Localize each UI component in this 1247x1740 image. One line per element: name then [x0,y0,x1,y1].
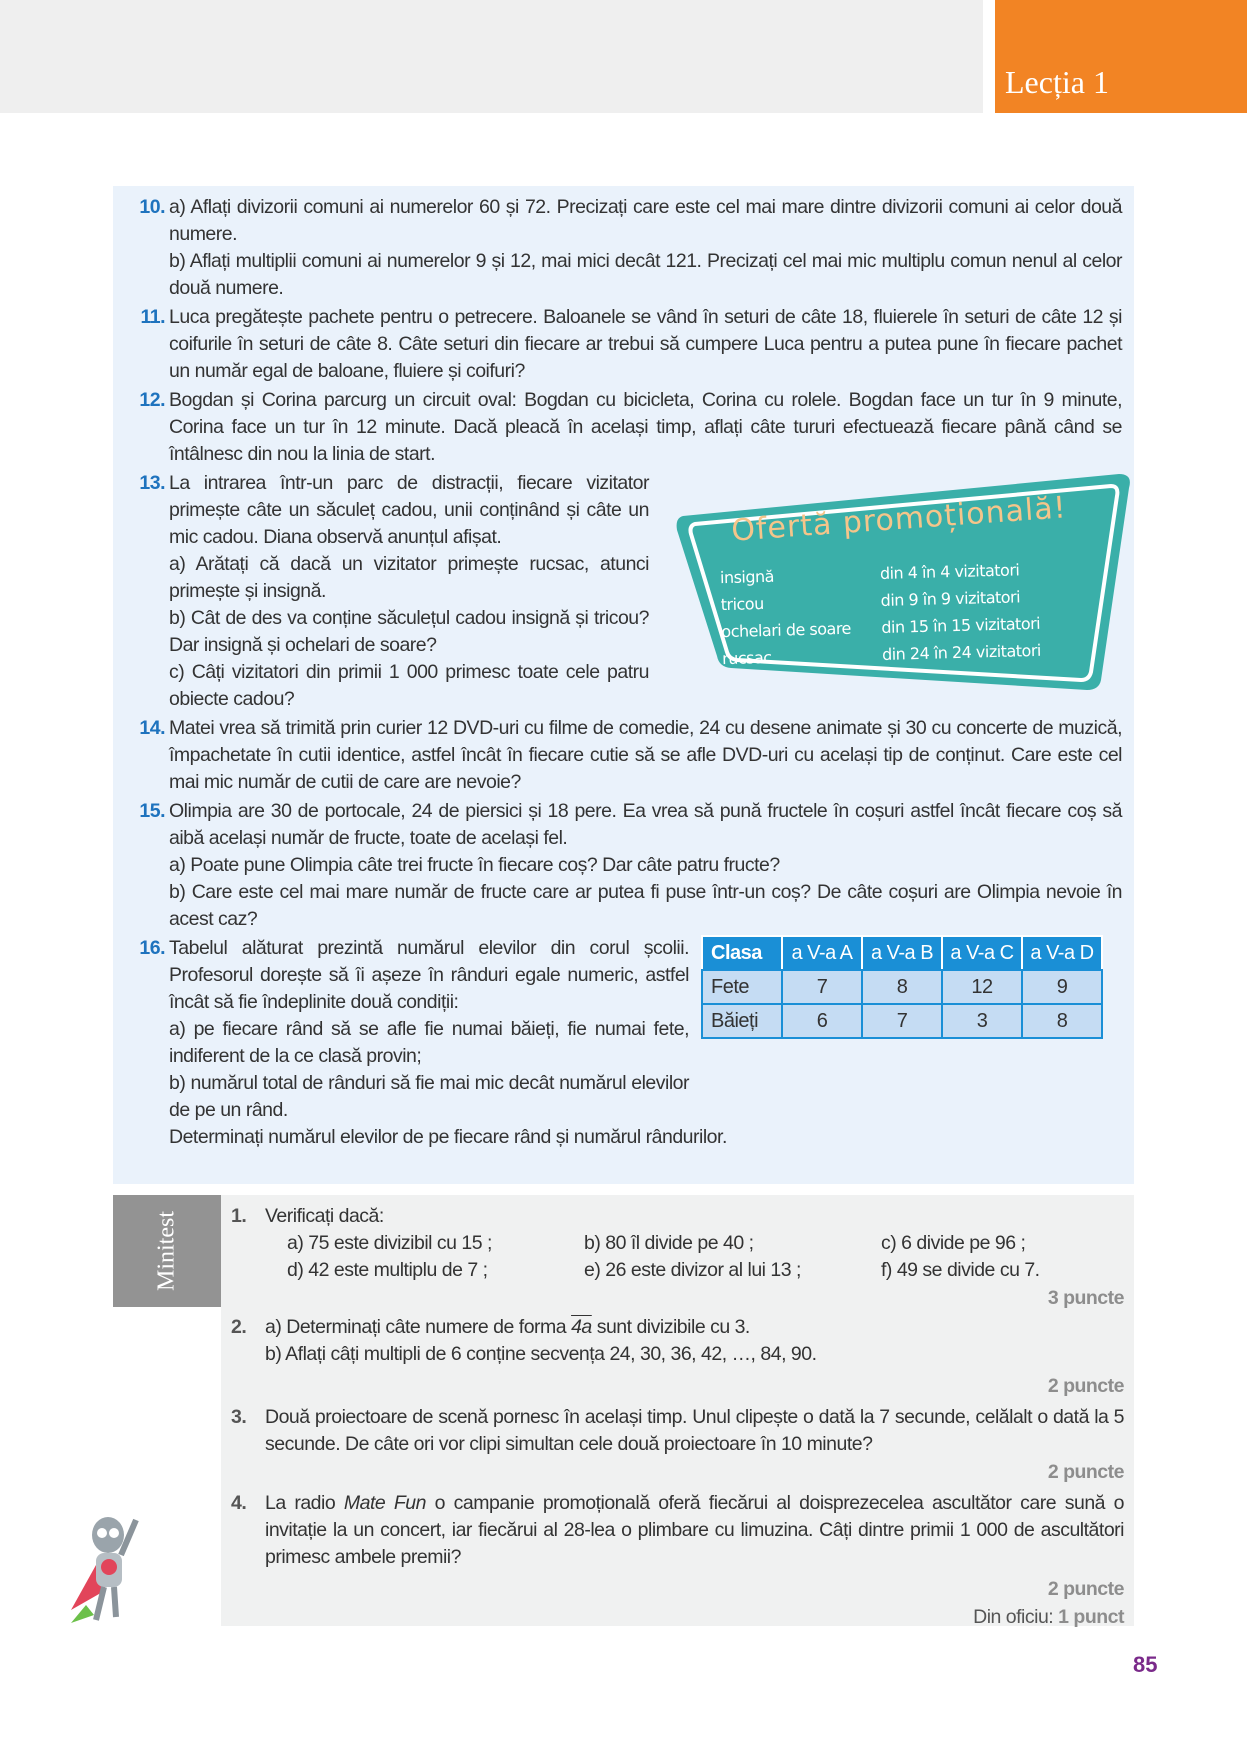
promo-item: rucsac [721,647,772,669]
table-cell: 8 [862,970,942,1004]
table-cell: 6 [782,1004,862,1038]
table-cell: 7 [782,970,862,1004]
exercise-10 [123,194,1122,302]
table-row [702,970,1102,1004]
question-number: 1. [231,1205,247,1227]
exercise-text: a) Aflați divizorii comuni ai numerelor 60 și 72. Precizați care este cel mai mare dintre divizorii comuni ai celor două numere. [169,196,1122,245]
exercise-text: b) numărul total de rânduri să fie mai mic decât numărul elevilor de pe un rând. [169,1072,689,1121]
question-text: b) Aflați câți multipli de 6 conține secvența 24, 30, 36, 42, …, 84, 90. [265,1343,817,1365]
header-band [0,0,983,113]
lesson-title: Lecția 1 [1005,64,1109,100]
table-header: a V-a A [782,936,862,970]
table-cell: Fete [702,970,782,1004]
check-item: e) 26 este divizor al lui 13 ; [584,1259,801,1281]
exercise-13 [123,470,1122,713]
question-number: 4. [231,1492,247,1514]
page-number: 85 [1133,1652,1158,1677]
oficiu-label: Din oficiu: [973,1606,1054,1628]
exercise-14 [123,715,1122,796]
promo-item: tricou [720,594,764,615]
minitest-q2 [231,1314,1124,1400]
minitest-q1 [231,1203,1124,1312]
exercise-text: Olimpia are 30 de portocale, 24 de piersici și 18 pere. Ea vrea să pună fructele în coșuri astfel încât fiecare coș să aibă același număr de fructe, toate de același fel. [169,800,1122,849]
promo-frequency: din 15 în 15 vizitatori [881,613,1041,637]
exercise-text: Bogdan și Corina parcurg un circuit oval: Bogdan cu bicicleta, Corina cu rolele. Bogdan face un tur în 9 minute, Corina face un tur în 12 minute. Dacă pleacă în același timp, aflați câte tururi efectuează fiecare până când se întâlnesc din nou la linia de start. [169,389,1122,465]
question-text: o campanie promoțională oferă fiecărui al doisprezecelea ascultător care sună o invitație la un concert, iar fiecărui al 28-lea o plimbare cu limuzina. Câți dintre primii 1 000 de ascultători primesc ambele premii? [265,1492,1124,1568]
table-cell: 9 [1022,970,1102,1004]
table-cell: 7 [862,1004,942,1038]
exercise-text: a) pe fiecare rând să se afle fie numai băieți, fie numai fete, indiferent de la ce clasă provin; [169,1018,689,1067]
check-item: a) 75 este divizibil cu 15 ; [287,1232,492,1254]
check-item: d) 42 este multiplu de 7 ; [287,1259,488,1281]
exercise-15 [123,798,1122,933]
table-cell: 12 [942,970,1022,1004]
exercise-number: 10. [139,196,165,218]
promo-item: ochelari de soare [721,618,852,642]
question-text: a) Determinați câte numere de forma [265,1316,567,1338]
points: 2 puncte [1047,1375,1124,1397]
exercises-section [113,186,1134,1184]
promo-title: Ofertă promoțională! [730,490,1068,549]
exercise-16 [123,935,1122,1151]
exercise-text: a) Arătați că dacă un vizitator primește rucsac, atunci primește și insignă. [169,553,649,602]
minitest-q4 [231,1490,1124,1603]
table-header: a V-a B [862,936,942,970]
exercise-number: 13. [139,472,165,494]
table-cell: 3 [942,1004,1022,1038]
points: 2 puncte [1047,1461,1124,1483]
exercise-text: Determinați numărul elevilor de pe fiecare rând și numărul rândurilor. [169,1126,727,1148]
promo-item: insignă [719,566,775,588]
lesson-tab [995,0,1247,113]
table-header: Clasa [702,936,782,970]
table-header-row [702,936,1102,970]
question-number: 3. [231,1406,247,1428]
promo-frequency: din 24 în 24 vizitatori [881,640,1042,664]
exercise-text: b) Aflați multiplii comuni ai numerelor 9 și 12, mai mici decât 121. Precizați cel mai mic multiplu comun nenul al celor două numere. [169,250,1122,299]
question-text: La radio [265,1492,336,1514]
check-item: c) 6 divide pe 96 ; [881,1232,1026,1254]
table-cell: Băieți [702,1004,782,1038]
exercise-text: b) Care este cel mai mare număr de fructe care ar putea fi puse într-un coș? De câte coșuri are Olimpia nevoie în acest caz? [169,881,1122,930]
minitest-section [221,1195,1134,1626]
question-text: sunt divizibile cu 3. [596,1316,750,1338]
exercise-text: Tabelul alăturat prezintă numărul elevilor din corul școlii. Profesorul dorește să îi așeze în rânduri egale numeric, astfel încât să fie îndeplinite două condiții: [169,937,689,1013]
promo-rows [720,556,1042,672]
exercise-text: b) Cât de des va conține săculețul cadou insignă și tricou? Dar insignă și ochelari de soare? [169,607,649,656]
table-header: a V-a C [942,936,1022,970]
question-text: Verificați dacă: [265,1205,384,1227]
exercise-number: 15. [139,800,165,822]
table-header: a V-a D [1022,936,1102,970]
points: 3 puncte [1047,1287,1124,1309]
exercise-12 [123,387,1122,468]
promo-frequency: din 9 în 9 vizitatori [880,587,1021,610]
question-text: Două proiectoare de scenă pornesc în același timp. Unul clipește o dată la 7 secunde, celălalt o dată la 5 secunde. De câte ori vor clipi simultan cele două proiectoare în 10 minute? [265,1406,1124,1455]
points: 2 puncte [1047,1578,1124,1600]
exercise-11 [123,304,1122,385]
exercise-number: 16. [139,937,165,959]
exercise-text: Matei vrea să trimită prin curier 12 DVD-uri cu filme de comedie, 24 cu desene animate și 30 cu concerte de muzică, împachetate în cutii identice, astfel încât în fiecare cutie să se afle DVD-uri cu același tip de conținut. Care este cel mai mic număr de cutii de care are nevoie? [169,717,1122,793]
exercise-number: 11. [140,306,165,328]
exercise-text: c) Câți vizitatori din primii 1 000 primesc toate cele patru obiecte cadou? [169,661,649,710]
table-cell: 8 [1022,1004,1102,1038]
minitest-label-text: Minitest [153,1210,180,1292]
promo-sign [671,468,1131,698]
table-row [702,1004,1102,1038]
exercise-text: Luca pregătește pachete pentru o petrecere. Baloanele se vând în seturi de câte 18, fluierele în seturi de câte 12 și coifurile în seturi de câte 8. Câte seturi din fiecare ar trebui să cumpere Luca pentru a putea pune în fiecare pachet un număr egal de baloane, fluiere și coifuri? [169,306,1122,382]
promo-frequency: din 4 în 4 vizitatori [879,560,1020,583]
minitest-label [113,1195,221,1307]
exercise-number: 14. [139,717,165,739]
mascot-illustration [66,1505,156,1625]
oficiu [231,1603,1124,1631]
exercise-number: 12. [139,389,165,411]
number-form: 4a [571,1316,592,1338]
choir-table [701,935,1103,1039]
exercise-text: La intrarea într-un parc de distracții, fiecare vizitator primește câte un săculeț cadou, unii conținând și câte un mic cadou. Diana observă anunțul afișat. [169,472,649,548]
exercise-text: a) Poate pune Olimpia câte trei fructe în fiecare coș? Dar câte patru fructe? [169,854,780,876]
oficiu-points: 1 punct [1058,1606,1124,1628]
minitest-q3 [231,1404,1124,1486]
check-item: f) 49 se divide cu 7. [881,1259,1040,1281]
radio-name: Mate Fun [343,1492,426,1514]
question-number: 2. [231,1316,247,1338]
check-item: b) 80 îl divide pe 40 ; [584,1232,754,1254]
